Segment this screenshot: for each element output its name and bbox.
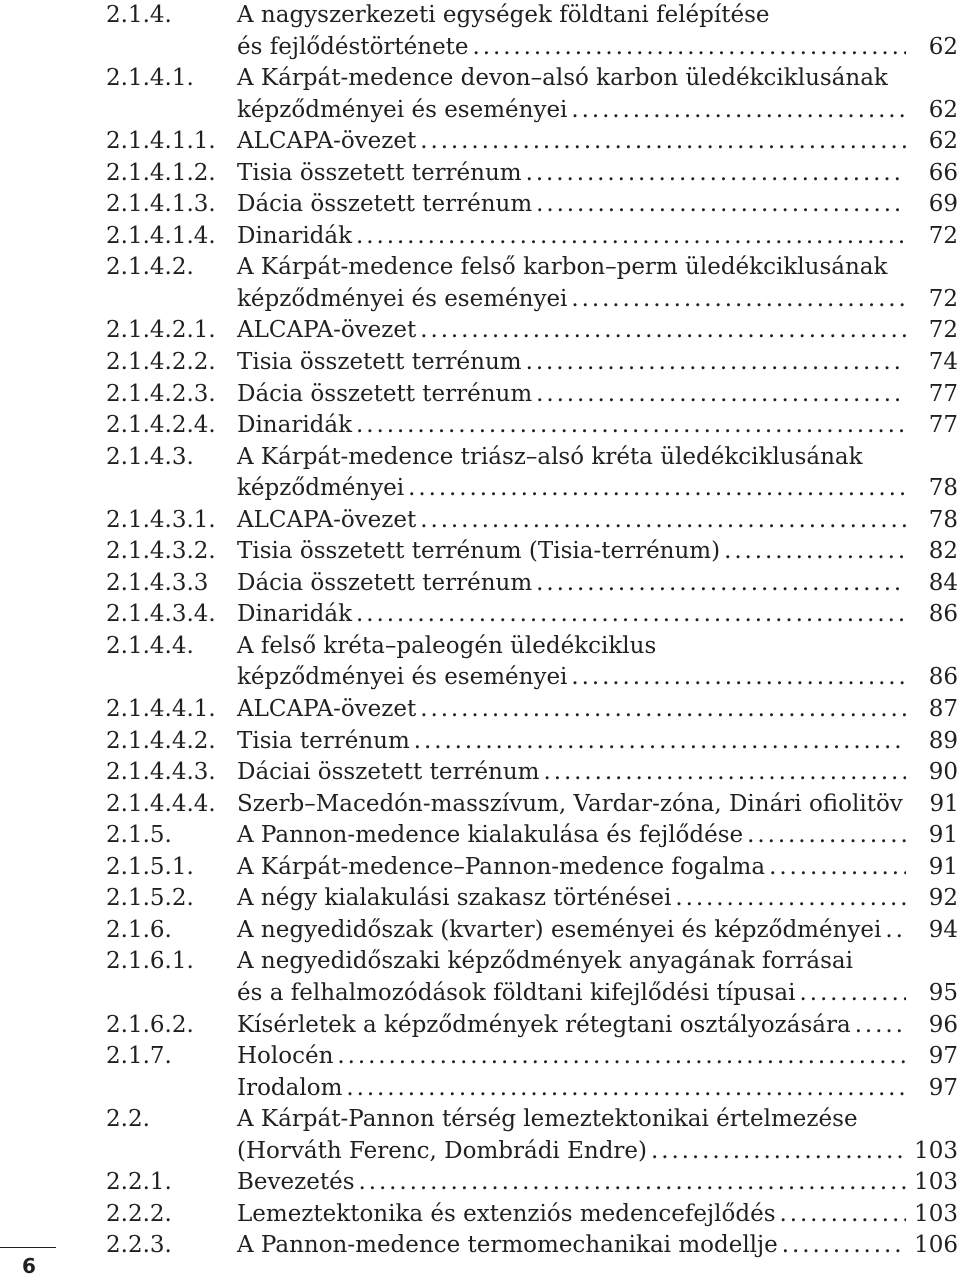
entry-title: (Horváth Ferenc, Dombrádi Endre) [237, 1137, 648, 1164]
entry-title: A Pannon-medence kialakulása és fejlődése [237, 822, 744, 849]
toc-line [106, 1199, 958, 1231]
section-number: 2.1.4.4.1. [106, 696, 216, 723]
entry-title: képződményei és eseményei [237, 96, 568, 123]
toc-line [106, 757, 958, 789]
section-number: 2.1.6. [106, 916, 172, 943]
dot-leader [800, 978, 906, 1010]
entry-title: képződményei és eseményei [237, 285, 568, 312]
section-number: 2.2. [106, 1106, 150, 1133]
page-ref: 95 [928, 979, 958, 1006]
footer-rule [0, 1247, 56, 1248]
toc-line [106, 568, 958, 600]
toc-line [106, 946, 958, 978]
page-ref: 91 [928, 853, 958, 880]
page-ref: 69 [928, 191, 958, 218]
entry-title: A Kárpát-medence triász–alsó kréta üledékciklusának [237, 443, 863, 470]
page-ref: 62 [928, 33, 958, 60]
dot-leader [526, 158, 906, 190]
entry-title: ALCAPA-övezet [237, 696, 417, 723]
section-number: 2.1.4.3.1. [106, 506, 216, 533]
page-ref: 87 [928, 696, 958, 723]
entry-title: ALCAPA-övezet [237, 506, 417, 533]
section-number: 2.1.4. [106, 2, 172, 28]
section-number: 2.1.5.2. [106, 885, 194, 912]
section-number: 2.1.4.4. [106, 632, 194, 659]
page-ref: 72 [928, 222, 958, 249]
page-number: 6 [22, 1254, 36, 1278]
dot-leader [526, 347, 906, 379]
entry-title: és fejlődéstörténete [237, 33, 469, 60]
entry-title: Lemeztektonika és extenziós medencefejlődés [237, 1200, 776, 1227]
toc-line [106, 315, 958, 347]
toc-line [106, 1167, 958, 1199]
toc-line [106, 379, 958, 411]
section-number: 2.1.4.2.1. [106, 317, 216, 344]
toc-line [106, 252, 958, 284]
entry-title: Irodalom [237, 1074, 343, 1101]
entry-title: A Kárpát-medence devon–alsó karbon üledékciklusának [237, 65, 888, 92]
dot-leader [408, 473, 906, 505]
dot-leader [571, 95, 906, 127]
toc-line [106, 1041, 958, 1073]
toc-line [106, 284, 958, 316]
entry-title: Dáciai összetett terrénum [237, 759, 540, 786]
dot-leader [420, 694, 906, 726]
toc-line [106, 158, 958, 190]
page-ref: 94 [928, 916, 958, 943]
section-number: 2.2.2. [106, 1200, 172, 1227]
toc-line [106, 789, 958, 821]
toc-line [106, 221, 958, 253]
toc-line [106, 442, 958, 474]
dot-leader [571, 662, 906, 694]
entry-title: Holocén [237, 1043, 334, 1070]
section-number: 2.1.4.4.3. [106, 759, 216, 786]
entry-title: ALCAPA-övezet [237, 317, 417, 344]
dot-leader [651, 1136, 906, 1168]
entry-title: Tisia összetett terrénum [237, 349, 522, 376]
dot-leader [356, 410, 906, 442]
toc-line [106, 915, 958, 947]
entry-title: képződményei [237, 475, 405, 502]
toc-line [106, 1073, 958, 1105]
entry-title: Dácia összetett terrénum [237, 380, 533, 407]
section-number: 2.1.4.2.2. [106, 349, 216, 376]
toc-line [106, 599, 958, 631]
section-number: 2.1.7. [106, 1043, 172, 1070]
page-ref: 86 [928, 601, 958, 628]
page-ref: 66 [928, 159, 958, 186]
entry-title: Dinaridák [237, 222, 353, 249]
toc-line [106, 505, 958, 537]
entry-title: Kísérletek a képződmények rétegtani osztályozására [237, 1011, 851, 1038]
toc-line [106, 1230, 958, 1262]
toc-line [106, 63, 958, 95]
dot-leader [473, 32, 906, 64]
dot-leader [724, 536, 906, 568]
page-ref: 106 [914, 1232, 958, 1259]
toc-line [106, 0, 958, 32]
entry-title: Dinaridák [237, 601, 353, 628]
entry-title: A Kárpát-Pannon térség lemeztektonikai értelmezése [237, 1106, 858, 1133]
toc-line [106, 536, 958, 568]
entry-title: Dácia összetett terrénum [237, 191, 533, 218]
dot-leader [855, 1010, 906, 1042]
toc-line [106, 852, 958, 884]
page-ref: 74 [928, 349, 958, 376]
section-number: 2.1.4.1.4. [106, 222, 216, 249]
section-number: 2.1.4.2.3. [106, 380, 216, 407]
section-number: 2.1.4.1.1. [106, 128, 216, 155]
section-number: 2.1.5.1. [106, 853, 194, 880]
dot-leader [356, 599, 906, 631]
toc-line [106, 726, 958, 758]
entry-title: Dinaridák [237, 412, 353, 439]
dot-leader [780, 1199, 906, 1231]
section-number: 2.1.6.1. [106, 948, 194, 975]
toc-line [106, 1010, 958, 1042]
dot-leader [414, 726, 906, 758]
section-number: 2.1.4.3.3 [106, 569, 209, 596]
entry-title: Tisia terrénum [237, 727, 410, 754]
toc-line [106, 883, 958, 915]
entry-title: Tisia összetett terrénum (Tisia-terrénum) [237, 538, 721, 565]
entry-title: A négy kialakulási szakasz történései [237, 885, 672, 912]
entry-title: A Kárpát-medence felső karbon–perm üledékciklusának [237, 254, 888, 281]
section-number: 2.1.4.4.4. [106, 790, 216, 817]
page-ref: 84 [928, 569, 958, 596]
section-number: 2.1.4.2. [106, 254, 194, 281]
entry-title: A negyedidőszak (kvarter) eseményei és képződményei [237, 916, 882, 943]
page-ref: 96 [928, 1011, 958, 1038]
page-ref: 78 [928, 506, 958, 533]
section-number: 2.1.4.1. [106, 65, 194, 92]
section-number: 2.1.4.3.4. [106, 601, 216, 628]
dot-leader [782, 1230, 906, 1262]
dot-leader [769, 852, 906, 884]
entry-title: A felső kréta–paleogén üledékciklus [237, 632, 657, 659]
section-number: 2.1.4.1.3. [106, 191, 216, 218]
toc-line [106, 1136, 958, 1168]
section-number: 2.1.5. [106, 822, 172, 849]
section-number: 2.1.6.2. [106, 1011, 194, 1038]
section-number: 2.1.4.3. [106, 443, 194, 470]
entry-title: Tisia összetett terrénum [237, 159, 522, 186]
dot-leader [536, 189, 906, 221]
page-ref: 91 [928, 822, 958, 849]
dot-leader [571, 284, 906, 316]
page-ref: 103 [914, 1137, 958, 1164]
toc-line [106, 694, 958, 726]
section-number: 2.1.4.3.2. [106, 538, 216, 565]
dot-leader [356, 221, 906, 253]
section-number: 2.2.3. [106, 1232, 172, 1259]
entry-title: A nagyszerkezeti egységek földtani felépítése [237, 2, 770, 28]
toc-line [106, 189, 958, 221]
toc-line [106, 1104, 958, 1136]
dot-leader [359, 1167, 906, 1199]
toc-line [106, 631, 958, 663]
page-ref: 72 [928, 317, 958, 344]
dot-leader [885, 915, 906, 947]
page-ref: 89 [928, 727, 958, 754]
page-ref: 91 [929, 790, 959, 817]
section-number: 2.2.1. [106, 1169, 172, 1196]
entry-title: képződményei és eseményei [237, 664, 568, 691]
page-ref: 78 [928, 475, 958, 502]
section-number: 2.1.4.4.2. [106, 727, 216, 754]
entry-title: Dácia összetett terrénum [237, 569, 533, 596]
toc-line [106, 662, 958, 694]
page-ref: 97 [928, 1043, 958, 1070]
toc-line [106, 347, 958, 379]
dot-leader [675, 883, 906, 915]
page-ref: 72 [928, 285, 958, 312]
entry-title: ALCAPA-övezet [237, 128, 417, 155]
page-ref: 86 [928, 664, 958, 691]
toc-line [106, 95, 958, 127]
page-ref: 77 [928, 380, 958, 407]
page-ref: 92 [928, 885, 958, 912]
entry-title: A Pannon-medence termomechanikai modellje [237, 1232, 778, 1259]
toc-line [106, 32, 958, 64]
dot-leader [420, 505, 906, 537]
page-ref: 103 [914, 1200, 958, 1227]
toc-line [106, 410, 958, 442]
page-ref: 77 [928, 412, 958, 439]
dot-leader [536, 568, 906, 600]
dot-leader [420, 126, 906, 158]
dot-leader [420, 315, 906, 347]
dot-leader [337, 1041, 906, 1073]
entry-title: és a felhalmozódások földtani kifejlődési típusai [237, 979, 796, 1006]
table-of-contents [106, 0, 958, 1262]
toc-line [106, 126, 958, 158]
page-ref: 62 [928, 96, 958, 123]
toc-line [106, 820, 958, 852]
page-ref: 103 [914, 1169, 958, 1196]
entry-title: Szerb–Macedón-masszívum, Vardar-zóna, Dinári ofiolitöv [237, 790, 903, 817]
page-ref: 62 [928, 128, 958, 155]
dot-leader [747, 820, 906, 852]
dot-leader [346, 1073, 906, 1105]
toc-line [106, 473, 958, 505]
entry-title: A negyedidőszaki képződmények anyagának forrásai [237, 948, 853, 975]
page-ref: 82 [928, 538, 958, 565]
page-ref: 90 [928, 759, 958, 786]
entry-title: Bevezetés [237, 1169, 355, 1196]
section-number: 2.1.4.1.2. [106, 159, 216, 186]
entry-title: A Kárpát-medence–Pannon-medence fogalma [237, 853, 766, 880]
dot-leader [536, 379, 906, 411]
section-number: 2.1.4.2.4. [106, 412, 216, 439]
toc-line [106, 978, 958, 1010]
page-ref: 97 [928, 1074, 958, 1101]
dot-leader [544, 757, 907, 789]
